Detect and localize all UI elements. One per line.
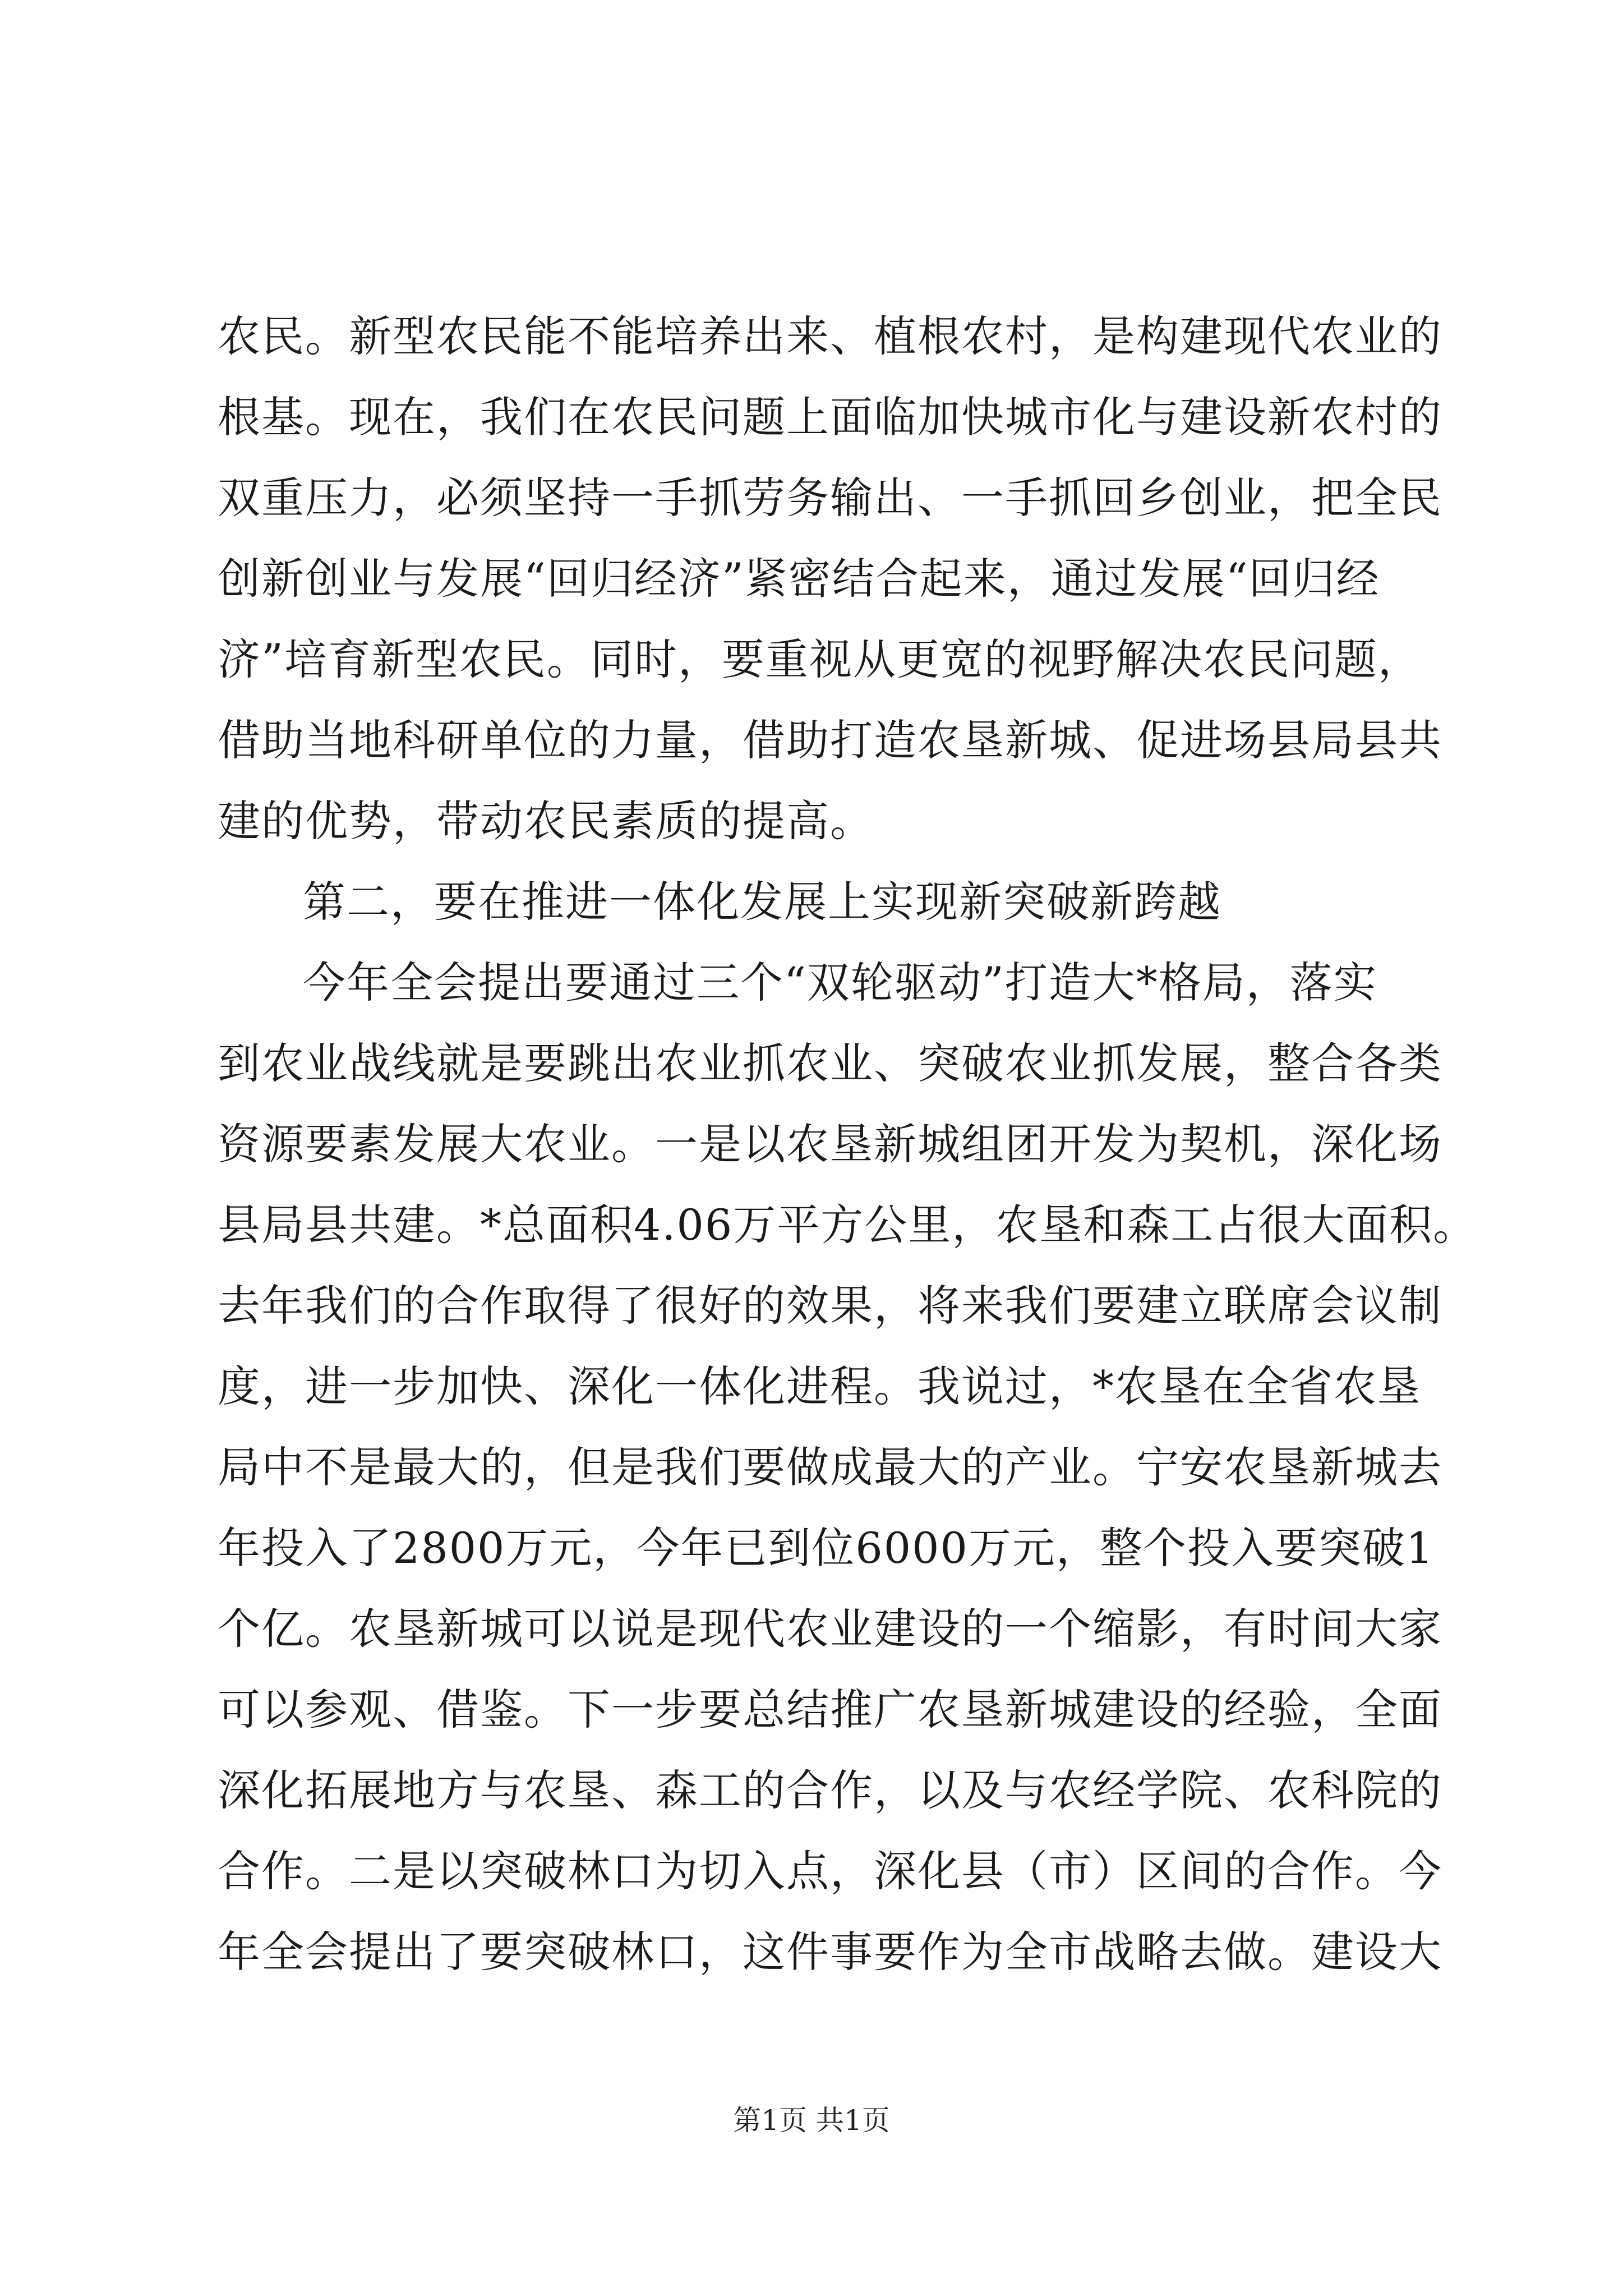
text-line-12: 县局县共建。*总面积4.06万平方公里，农垦和森工占很大面积。	[218, 1200, 1477, 1250]
text-line-3: 双重压力，必须坚持一手抓劳务输出、一手抓回乡创业，把全民	[218, 473, 1442, 523]
text-line-16: 年投入了2800万元，今年已到位6000万元，整个投入要突破1	[218, 1523, 1435, 1573]
text-line-10: 到农业战线就是要跳出农业抓农业、突破农业抓发展，整合各类	[218, 1038, 1442, 1088]
text-line-9: 今年全会提出要通过三个“双轮驱动”打造大*格局，落实	[303, 958, 1377, 1007]
text-line-1: 农民。新型农民能不能培养出来、植根农村，是构建现代农业的	[218, 311, 1442, 361]
text-line-5: 济”培育新型农民。同时，要重视从更宽的视野解决农民问题，	[218, 634, 1422, 684]
text-line-7: 建的优势，带动农民素质的提高。	[218, 796, 874, 846]
text-line-17: 个亿。农垦新城可以说是现代农业建设的一个缩影，有时间大家	[218, 1604, 1442, 1654]
body-text	[218, 296, 1477, 1993]
text-line-21: 年全会提出了要突破林口，这件事要作为全市战略去做。建设大	[218, 1927, 1442, 1977]
text-line-14: 度，进一步加快、深化一体化进程。我说过，*农垦在全省农垦	[218, 1361, 1421, 1411]
text-line-2: 根基。现在，我们在农民问题上面临加快城市化与建设新农村的	[218, 392, 1442, 442]
text-line-18: 可以参观、借鉴。下一步要总结推广农垦新城建设的经验，全面	[218, 1685, 1442, 1734]
page-footer	[0, 2101, 1623, 2140]
text-line-13: 去年我们的合作取得了很好的效果，将来我们要建立联席会议制	[218, 1281, 1442, 1331]
text-line-6: 借助当地科研单位的力量，借助打造农垦新城、促进场县局县共	[218, 715, 1442, 765]
text-line-20: 合作。二是以突破林口为切入点，深化县（市）区间的合作。今	[218, 1846, 1442, 1896]
page-number: 第1页 共1页	[733, 2104, 890, 2137]
text-line-15: 局中不是最大的，但是我们要做成最大的产业。宁安农垦新城去	[218, 1442, 1442, 1492]
text-line-11: 资源要素发展大农业。一是以农垦新城组团开发为契机，深化场	[218, 1119, 1442, 1169]
text-line-4: 创新创业与发展“回归经济”紧密结合起来，通过发展“回归经	[218, 554, 1380, 604]
text-line-19: 深化拓展地方与农垦、森工的合作，以及与农经学院、农科院的	[218, 1765, 1442, 1815]
section-heading: 第二，要在推进一体化发展上实现新突破新跨越	[303, 877, 1221, 927]
